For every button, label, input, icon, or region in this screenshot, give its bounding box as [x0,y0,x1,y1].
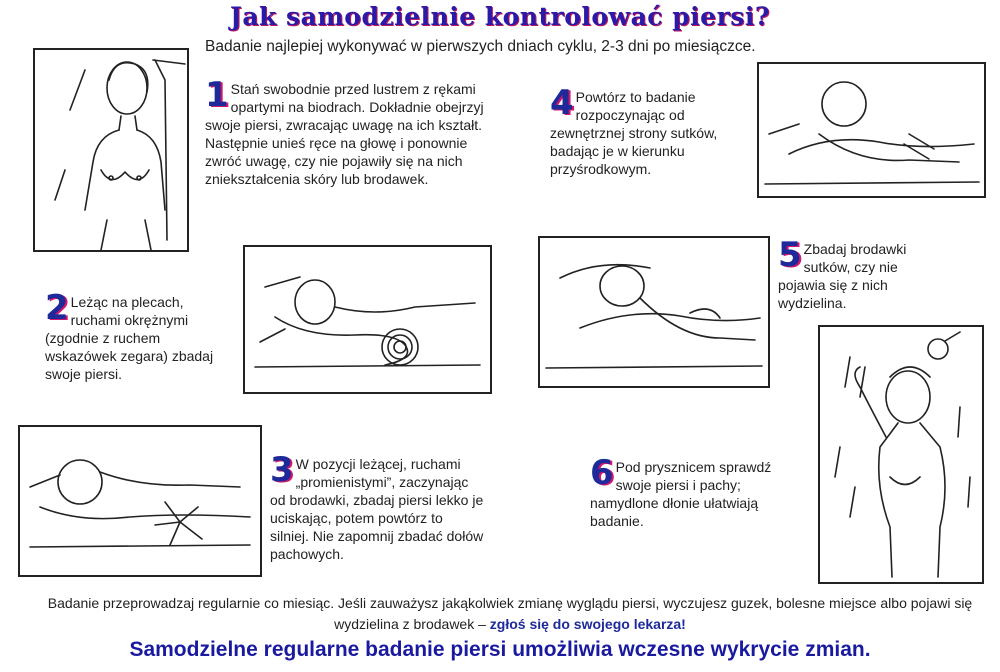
step-2 [45,288,235,383]
illustration-mirror [33,48,189,252]
step-text: Leżąc na plecach, ruchami okrężnymi (zgodnie z ruchem wskazówek zegara) zbadaj swoje piersi. [45,294,214,382]
footer-slogan: Samodzielne regularne badanie piersi umożliwia wczesne wykrycie zmian. [129,638,871,661]
step-number: 1 [205,75,229,115]
step-number: 5 [778,235,802,275]
step-text: Zbadaj brodawki sutków, czy nie pojawia się z nich wydzielina. [778,241,907,311]
step-3 [270,450,485,563]
step-4 [550,83,740,178]
subtitle: Badanie najlepiej wykonywać w pierwszych dniach cyklu, 2-3 dni po miesiączce. [205,38,756,55]
footer-note-text: Badanie przeprowadzaj regularnie co miesiąc. Jeśli zauważysz jakąkolwiek zmianę wyglądu piersi, wyczujesz guzek, bolesne miejsce albo pojawi się wydzielina z brodawek – [47,595,973,632]
illustration-shower [818,325,984,584]
step-number: 6 [590,453,614,493]
step-number: 2 [45,288,69,328]
illustration-nipple [538,236,770,388]
footer-note [40,593,980,635]
step-text: Stań swobodnie przed lustrem z rękami opartymi na biodrach. Dokładnie obejrzyj swoje piersi, zwracając uwagę na ich kształt. Następnie unieś ręce na głowę i ponownie zwróć uwagę, czy nie pojawiły się na nich zniekształcenia skóry lub brodawek. [205,81,484,187]
step-number: 4 [550,83,574,123]
step-number: 3 [270,450,294,490]
illustration-side [757,62,986,198]
step-5 [778,235,943,312]
footer-call-to-action: zgłoś się do swojego lekarza! [489,616,686,632]
step-1 [205,75,490,188]
illustration-circular [243,245,492,394]
step-text: Powtórz to badanie rozpoczynając od zewnętrznej strony sutków, badając je w kierunku przyśrodkowym. [550,89,718,177]
step-6 [590,453,800,530]
illustration-radial [18,425,262,577]
step-text: Pod prysznicem sprawdź swoje piersi i pachy; namydlone dłonie ułatwiają badanie. [590,459,772,529]
step-text: W pozycji leżącej, ruchami „promienistymi”, zaczynając od brodawki, zbadaj piersi lekko je uciskając, potem powtórz to silniej. Nie zapomnij zbadać dołów pachowych. [270,456,484,562]
page-title: Jak samodzielnie kontrolować piersi? [230,2,770,31]
